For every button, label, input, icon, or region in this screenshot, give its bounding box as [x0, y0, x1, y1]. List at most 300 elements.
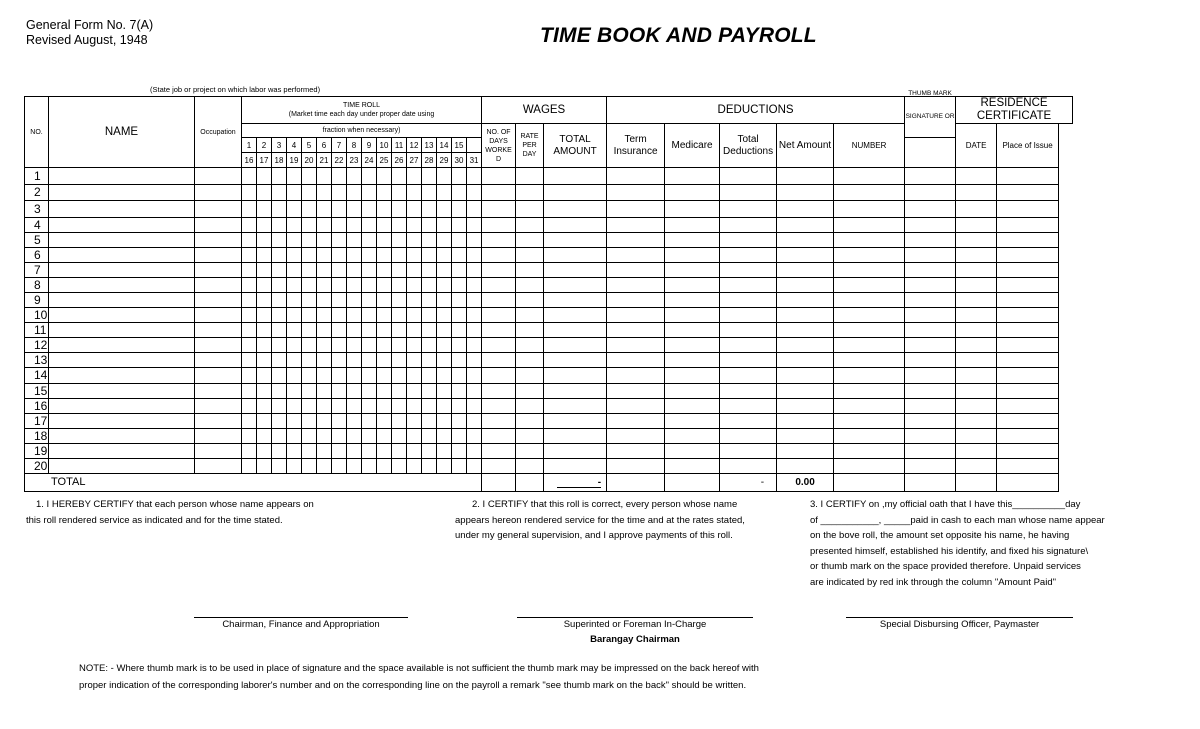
- entry-cell[interactable]: [377, 383, 392, 398]
- entry-cell[interactable]: [777, 201, 834, 218]
- entry-cell[interactable]: [452, 398, 467, 413]
- entry-cell[interactable]: [362, 232, 377, 247]
- entry-cell[interactable]: [392, 217, 407, 232]
- entry-cell[interactable]: [422, 217, 437, 232]
- entry-cell[interactable]: [377, 168, 392, 185]
- entry-cell[interactable]: [287, 292, 302, 307]
- entry-cell[interactable]: [195, 201, 242, 218]
- entry-cell[interactable]: [287, 168, 302, 185]
- entry-cell[interactable]: [242, 413, 257, 428]
- entry-cell[interactable]: [834, 323, 905, 338]
- entry-cell[interactable]: [467, 323, 482, 338]
- entry-cell[interactable]: [777, 262, 834, 277]
- entry-cell[interactable]: [362, 184, 377, 201]
- entry-cell[interactable]: [777, 338, 834, 353]
- entry-cell[interactable]: [392, 292, 407, 307]
- entry-cell[interactable]: [452, 292, 467, 307]
- entry-cell[interactable]: [516, 201, 544, 218]
- entry-cell[interactable]: [834, 338, 905, 353]
- entry-cell[interactable]: [407, 383, 422, 398]
- entry-cell[interactable]: [516, 247, 544, 262]
- entry-cell[interactable]: [257, 459, 272, 474]
- entry-cell[interactable]: [997, 308, 1059, 323]
- entry-cell[interactable]: [362, 217, 377, 232]
- entry-cell[interactable]: [720, 353, 777, 368]
- entry-cell[interactable]: [302, 338, 317, 353]
- entry-cell[interactable]: [467, 338, 482, 353]
- entry-cell[interactable]: [347, 232, 362, 247]
- entry-cell[interactable]: [362, 383, 377, 398]
- entry-cell[interactable]: [377, 353, 392, 368]
- entry-cell[interactable]: [905, 413, 956, 428]
- entry-cell[interactable]: [377, 413, 392, 428]
- entry-cell[interactable]: [777, 168, 834, 185]
- entry-cell[interactable]: [437, 443, 452, 458]
- entry-cell[interactable]: [665, 398, 720, 413]
- entry-cell[interactable]: [544, 443, 607, 458]
- entry-cell[interactable]: [437, 277, 452, 292]
- entry-cell[interactable]: [362, 323, 377, 338]
- entry-cell[interactable]: [347, 262, 362, 277]
- entry-cell[interactable]: [302, 443, 317, 458]
- entry-cell[interactable]: [720, 168, 777, 185]
- entry-cell[interactable]: [467, 247, 482, 262]
- entry-cell[interactable]: [242, 277, 257, 292]
- entry-cell[interactable]: [287, 201, 302, 218]
- entry-cell[interactable]: [437, 338, 452, 353]
- entry-cell[interactable]: [607, 413, 665, 428]
- entry-cell[interactable]: [482, 201, 516, 218]
- entry-cell[interactable]: [392, 323, 407, 338]
- entry-cell[interactable]: [467, 428, 482, 443]
- entry-cell[interactable]: [452, 413, 467, 428]
- entry-cell[interactable]: [195, 168, 242, 185]
- entry-cell[interactable]: [467, 443, 482, 458]
- entry-cell[interactable]: [362, 368, 377, 383]
- entry-cell[interactable]: [516, 338, 544, 353]
- entry-cell[interactable]: [332, 428, 347, 443]
- entry-cell[interactable]: [720, 413, 777, 428]
- entry-cell[interactable]: [302, 308, 317, 323]
- entry-cell[interactable]: [257, 338, 272, 353]
- entry-cell[interactable]: [377, 398, 392, 413]
- entry-cell[interactable]: [997, 398, 1059, 413]
- entry-cell[interactable]: [272, 383, 287, 398]
- entry-cell[interactable]: [467, 168, 482, 185]
- entry-cell[interactable]: [392, 443, 407, 458]
- entry-cell[interactable]: [956, 168, 997, 185]
- entry-cell[interactable]: [905, 262, 956, 277]
- entry-cell[interactable]: [997, 168, 1059, 185]
- entry-cell[interactable]: [49, 428, 195, 443]
- entry-cell[interactable]: [347, 398, 362, 413]
- entry-cell[interactable]: [332, 383, 347, 398]
- entry-cell[interactable]: [665, 201, 720, 218]
- entry-cell[interactable]: [516, 323, 544, 338]
- entry-cell[interactable]: [392, 353, 407, 368]
- entry-cell[interactable]: [302, 262, 317, 277]
- entry-cell[interactable]: [407, 277, 422, 292]
- entry-cell[interactable]: [834, 383, 905, 398]
- entry-cell[interactable]: [482, 338, 516, 353]
- entry-cell[interactable]: [272, 292, 287, 307]
- entry-cell[interactable]: [720, 292, 777, 307]
- entry-cell[interactable]: [392, 277, 407, 292]
- entry-cell[interactable]: [287, 459, 302, 474]
- entry-cell[interactable]: [720, 338, 777, 353]
- entry-cell[interactable]: [834, 398, 905, 413]
- entry-cell[interactable]: [49, 277, 195, 292]
- entry-cell[interactable]: [437, 413, 452, 428]
- entry-cell[interactable]: [377, 308, 392, 323]
- entry-cell[interactable]: [777, 292, 834, 307]
- entry-cell[interactable]: [422, 323, 437, 338]
- entry-cell[interactable]: [997, 247, 1059, 262]
- entry-cell[interactable]: [607, 353, 665, 368]
- entry-cell[interactable]: [437, 428, 452, 443]
- entry-cell[interactable]: [956, 262, 997, 277]
- entry-cell[interactable]: [302, 413, 317, 428]
- entry-cell[interactable]: [49, 292, 195, 307]
- entry-cell[interactable]: [544, 398, 607, 413]
- entry-cell[interactable]: [437, 232, 452, 247]
- entry-cell[interactable]: [544, 459, 607, 474]
- entry-cell[interactable]: [302, 368, 317, 383]
- entry-cell[interactable]: [467, 398, 482, 413]
- entry-cell[interactable]: [257, 383, 272, 398]
- entry-cell[interactable]: [467, 217, 482, 232]
- entry-cell[interactable]: [407, 353, 422, 368]
- entry-cell[interactable]: [467, 184, 482, 201]
- entry-cell[interactable]: [905, 443, 956, 458]
- entry-cell[interactable]: [905, 323, 956, 338]
- entry-cell[interactable]: [392, 308, 407, 323]
- entry-cell[interactable]: [544, 323, 607, 338]
- entry-cell[interactable]: [242, 232, 257, 247]
- entry-cell[interactable]: [302, 201, 317, 218]
- entry-cell[interactable]: [516, 368, 544, 383]
- entry-cell[interactable]: [362, 428, 377, 443]
- entry-cell[interactable]: [452, 184, 467, 201]
- entry-cell[interactable]: [956, 428, 997, 443]
- entry-cell[interactable]: [544, 168, 607, 185]
- entry-cell[interactable]: [362, 262, 377, 277]
- entry-cell[interactable]: [777, 247, 834, 262]
- entry-cell[interactable]: [332, 184, 347, 201]
- entry-cell[interactable]: [956, 368, 997, 383]
- entry-cell[interactable]: [287, 338, 302, 353]
- entry-cell[interactable]: [997, 459, 1059, 474]
- entry-cell[interactable]: [665, 184, 720, 201]
- entry-cell[interactable]: [997, 368, 1059, 383]
- entry-cell[interactable]: [242, 383, 257, 398]
- entry-cell[interactable]: [905, 338, 956, 353]
- entry-cell[interactable]: [452, 353, 467, 368]
- entry-cell[interactable]: [272, 413, 287, 428]
- entry-cell[interactable]: [516, 398, 544, 413]
- entry-cell[interactable]: [377, 217, 392, 232]
- entry-cell[interactable]: [407, 168, 422, 185]
- entry-cell[interactable]: [195, 232, 242, 247]
- entry-cell[interactable]: [407, 184, 422, 201]
- entry-cell[interactable]: [956, 383, 997, 398]
- entry-cell[interactable]: [195, 383, 242, 398]
- entry-cell[interactable]: [49, 338, 195, 353]
- entry-cell[interactable]: [257, 353, 272, 368]
- entry-cell[interactable]: [834, 232, 905, 247]
- entry-cell[interactable]: [665, 428, 720, 443]
- entry-cell[interactable]: [302, 459, 317, 474]
- entry-cell[interactable]: [437, 184, 452, 201]
- entry-cell[interactable]: [347, 247, 362, 262]
- entry-cell[interactable]: [195, 413, 242, 428]
- entry-cell[interactable]: [332, 353, 347, 368]
- entry-cell[interactable]: [544, 292, 607, 307]
- entry-cell[interactable]: [302, 232, 317, 247]
- entry-cell[interactable]: [392, 247, 407, 262]
- entry-cell[interactable]: [956, 338, 997, 353]
- entry-cell[interactable]: [407, 368, 422, 383]
- entry-cell[interactable]: [452, 428, 467, 443]
- entry-cell[interactable]: [407, 262, 422, 277]
- entry-cell[interactable]: [242, 168, 257, 185]
- entry-cell[interactable]: [347, 353, 362, 368]
- entry-cell[interactable]: [482, 398, 516, 413]
- entry-cell[interactable]: [607, 428, 665, 443]
- entry-cell[interactable]: [720, 184, 777, 201]
- entry-cell[interactable]: [607, 323, 665, 338]
- entry-cell[interactable]: [362, 398, 377, 413]
- entry-cell[interactable]: [997, 413, 1059, 428]
- entry-cell[interactable]: [317, 443, 332, 458]
- entry-cell[interactable]: [544, 383, 607, 398]
- entry-cell[interactable]: [332, 338, 347, 353]
- entry-cell[interactable]: [377, 247, 392, 262]
- entry-cell[interactable]: [665, 443, 720, 458]
- entry-cell[interactable]: [332, 217, 347, 232]
- entry-cell[interactable]: [997, 338, 1059, 353]
- entry-cell[interactable]: [452, 262, 467, 277]
- entry-cell[interactable]: [287, 443, 302, 458]
- entry-cell[interactable]: [997, 428, 1059, 443]
- entry-cell[interactable]: [377, 323, 392, 338]
- entry-cell[interactable]: [317, 247, 332, 262]
- entry-cell[interactable]: [242, 217, 257, 232]
- entry-cell[interactable]: [544, 428, 607, 443]
- entry-cell[interactable]: [997, 262, 1059, 277]
- entry-cell[interactable]: [905, 247, 956, 262]
- entry-cell[interactable]: [997, 443, 1059, 458]
- entry-cell[interactable]: [317, 368, 332, 383]
- entry-cell[interactable]: [392, 201, 407, 218]
- entry-cell[interactable]: [347, 292, 362, 307]
- entry-cell[interactable]: [287, 184, 302, 201]
- entry-cell[interactable]: [377, 338, 392, 353]
- entry-cell[interactable]: [422, 413, 437, 428]
- entry-cell[interactable]: [482, 217, 516, 232]
- entry-cell[interactable]: [834, 247, 905, 262]
- entry-cell[interactable]: [482, 443, 516, 458]
- entry-cell[interactable]: [452, 277, 467, 292]
- entry-cell[interactable]: [362, 459, 377, 474]
- entry-cell[interactable]: [407, 338, 422, 353]
- entry-cell[interactable]: [607, 308, 665, 323]
- entry-cell[interactable]: [516, 232, 544, 247]
- entry-cell[interactable]: [956, 247, 997, 262]
- entry-cell[interactable]: [956, 308, 997, 323]
- entry-cell[interactable]: [452, 459, 467, 474]
- entry-cell[interactable]: [720, 428, 777, 443]
- entry-cell[interactable]: [242, 353, 257, 368]
- entry-cell[interactable]: [720, 201, 777, 218]
- entry-cell[interactable]: [272, 428, 287, 443]
- entry-cell[interactable]: [997, 323, 1059, 338]
- entry-cell[interactable]: [607, 217, 665, 232]
- entry-cell[interactable]: [777, 398, 834, 413]
- entry-cell[interactable]: [257, 308, 272, 323]
- entry-cell[interactable]: [482, 428, 516, 443]
- entry-cell[interactable]: [467, 308, 482, 323]
- entry-cell[interactable]: [516, 428, 544, 443]
- entry-cell[interactable]: [347, 184, 362, 201]
- entry-cell[interactable]: [362, 443, 377, 458]
- entry-cell[interactable]: [287, 323, 302, 338]
- entry-cell[interactable]: [49, 217, 195, 232]
- entry-cell[interactable]: [317, 398, 332, 413]
- entry-cell[interactable]: [242, 262, 257, 277]
- entry-cell[interactable]: [287, 277, 302, 292]
- entry-cell[interactable]: [516, 443, 544, 458]
- entry-cell[interactable]: [347, 368, 362, 383]
- entry-cell[interactable]: [720, 232, 777, 247]
- entry-cell[interactable]: [516, 217, 544, 232]
- entry-cell[interactable]: [437, 247, 452, 262]
- entry-cell[interactable]: [347, 323, 362, 338]
- entry-cell[interactable]: [49, 368, 195, 383]
- entry-cell[interactable]: [834, 292, 905, 307]
- entry-cell[interactable]: [347, 428, 362, 443]
- entry-cell[interactable]: [777, 443, 834, 458]
- entry-cell[interactable]: [607, 292, 665, 307]
- entry-cell[interactable]: [377, 262, 392, 277]
- entry-cell[interactable]: [317, 308, 332, 323]
- entry-cell[interactable]: [607, 398, 665, 413]
- entry-cell[interactable]: [720, 383, 777, 398]
- entry-cell[interactable]: [347, 168, 362, 185]
- entry-cell[interactable]: [317, 201, 332, 218]
- entry-cell[interactable]: [997, 353, 1059, 368]
- entry-cell[interactable]: [392, 413, 407, 428]
- entry-cell[interactable]: [452, 368, 467, 383]
- entry-cell[interactable]: [607, 277, 665, 292]
- entry-cell[interactable]: [272, 232, 287, 247]
- entry-cell[interactable]: [377, 201, 392, 218]
- entry-cell[interactable]: [257, 323, 272, 338]
- entry-cell[interactable]: [997, 217, 1059, 232]
- entry-cell[interactable]: [777, 459, 834, 474]
- entry-cell[interactable]: [407, 247, 422, 262]
- entry-cell[interactable]: [302, 428, 317, 443]
- entry-cell[interactable]: [452, 217, 467, 232]
- entry-cell[interactable]: [195, 368, 242, 383]
- entry-cell[interactable]: [956, 201, 997, 218]
- entry-cell[interactable]: [407, 201, 422, 218]
- entry-cell[interactable]: [49, 262, 195, 277]
- entry-cell[interactable]: [49, 308, 195, 323]
- entry-cell[interactable]: [332, 459, 347, 474]
- entry-cell[interactable]: [407, 292, 422, 307]
- entry-cell[interactable]: [49, 184, 195, 201]
- entry-cell[interactable]: [905, 459, 956, 474]
- entry-cell[interactable]: [467, 368, 482, 383]
- entry-cell[interactable]: [544, 201, 607, 218]
- entry-cell[interactable]: [257, 277, 272, 292]
- entry-cell[interactable]: [392, 168, 407, 185]
- entry-cell[interactable]: [544, 217, 607, 232]
- entry-cell[interactable]: [242, 338, 257, 353]
- entry-cell[interactable]: [544, 232, 607, 247]
- entry-cell[interactable]: [482, 168, 516, 185]
- entry-cell[interactable]: [195, 428, 242, 443]
- entry-cell[interactable]: [452, 443, 467, 458]
- entry-cell[interactable]: [332, 443, 347, 458]
- entry-cell[interactable]: [905, 398, 956, 413]
- entry-cell[interactable]: [287, 217, 302, 232]
- entry-cell[interactable]: [467, 277, 482, 292]
- entry-cell[interactable]: [665, 338, 720, 353]
- entry-cell[interactable]: [195, 262, 242, 277]
- entry-cell[interactable]: [317, 413, 332, 428]
- entry-cell[interactable]: [544, 184, 607, 201]
- entry-cell[interactable]: [607, 232, 665, 247]
- entry-cell[interactable]: [544, 247, 607, 262]
- entry-cell[interactable]: [834, 413, 905, 428]
- entry-cell[interactable]: [544, 368, 607, 383]
- entry-cell[interactable]: [272, 247, 287, 262]
- entry-cell[interactable]: [516, 277, 544, 292]
- entry-cell[interactable]: [317, 217, 332, 232]
- entry-cell[interactable]: [956, 277, 997, 292]
- entry-cell[interactable]: [49, 413, 195, 428]
- entry-cell[interactable]: [777, 217, 834, 232]
- entry-cell[interactable]: [257, 443, 272, 458]
- entry-cell[interactable]: [392, 368, 407, 383]
- entry-cell[interactable]: [242, 398, 257, 413]
- entry-cell[interactable]: [347, 308, 362, 323]
- entry-cell[interactable]: [362, 292, 377, 307]
- entry-cell[interactable]: [482, 262, 516, 277]
- entry-cell[interactable]: [422, 184, 437, 201]
- entry-cell[interactable]: [257, 168, 272, 185]
- entry-cell[interactable]: [777, 413, 834, 428]
- entry-cell[interactable]: [272, 217, 287, 232]
- entry-cell[interactable]: [607, 459, 665, 474]
- entry-cell[interactable]: [347, 413, 362, 428]
- entry-cell[interactable]: [407, 398, 422, 413]
- entry-cell[interactable]: [347, 383, 362, 398]
- entry-cell[interactable]: [956, 443, 997, 458]
- entry-cell[interactable]: [422, 428, 437, 443]
- entry-cell[interactable]: [195, 443, 242, 458]
- entry-cell[interactable]: [317, 353, 332, 368]
- entry-cell[interactable]: [422, 201, 437, 218]
- entry-cell[interactable]: [467, 292, 482, 307]
- entry-cell[interactable]: [956, 292, 997, 307]
- entry-cell[interactable]: [287, 368, 302, 383]
- entry-cell[interactable]: [272, 201, 287, 218]
- entry-cell[interactable]: [195, 217, 242, 232]
- entry-cell[interactable]: [347, 217, 362, 232]
